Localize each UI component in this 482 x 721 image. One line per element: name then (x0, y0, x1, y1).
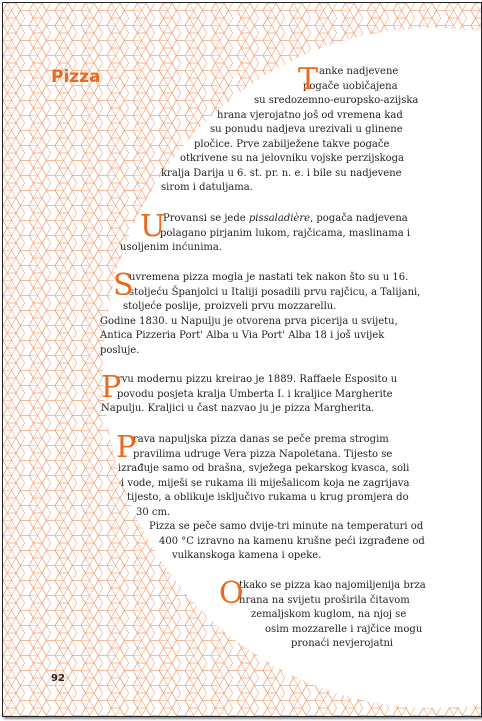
text-line: pogače uobičajena (303, 80, 398, 92)
text-line: su ponudu nadjeva urezivali u glinene (210, 124, 403, 135)
text-line: stoljeću Španjolci u Italiji posadili prvu rajčicu, a Talijani, (129, 286, 421, 298)
drop-cap: U (140, 209, 166, 244)
text-line: Antica Pizzeria Port' Alba u Via Port' Alba 18 i još uvijek (100, 330, 385, 341)
text-line: 30 cm. (136, 506, 171, 518)
text-line: i vode, miješi se rukama ili miješalicom koja ne zagrijava (121, 477, 410, 489)
text-line: osim mozzarelle i rajčice mogu (265, 623, 423, 635)
text-line: polagano pirjanim lukom, rajčicama, maslinama i (160, 227, 411, 239)
text-line: posluje. (100, 344, 140, 356)
paragraph-provence (3, 209, 411, 256)
text-line: tkako se pizza kao najomiljenija brza (239, 580, 426, 591)
italic-term: pissaladière (248, 213, 311, 224)
text-line: usoljenim inćunima. (120, 242, 223, 253)
paragraph-margherita (3, 370, 398, 417)
drop-cap: T (298, 62, 319, 97)
text-line: hrana vjerojatno još od vremena kad (217, 109, 403, 121)
text-line: rava napuljska pizza danas se peče prema strogim (133, 434, 389, 445)
drop-cap: S (113, 268, 134, 303)
text-line: Napulju. Kraljici u čast nazvao ju je pizza Margherita. (101, 403, 375, 414)
text-line: su sredozemno-europsko-azijska (254, 95, 419, 106)
text-line: kralja Darija u 6. st. pr. n. e. i bile su nadjevene (161, 167, 402, 179)
text-line: pronaći nevjerojatni (291, 638, 394, 649)
text-line: 400 °C izravno na kamenu krušne peći izgrađene od (159, 535, 425, 547)
text-line: otkrivene su na jelovniku vojske perzijskoga (180, 153, 405, 164)
paragraph-flatbread-history (3, 62, 419, 196)
paragraph-neapolitan-rules (3, 430, 425, 564)
text-line: rvu modernu pizzu kreirao je 1889. Raffaele Esposito u (117, 374, 398, 385)
drop-cap: P (116, 430, 137, 465)
page-number: 92 (51, 673, 65, 684)
text-line: anke nadjevene (319, 66, 399, 77)
text-line: vulkanskoga kamena i opeke. (172, 550, 322, 561)
drop-cap: P (101, 370, 122, 405)
text-line: sirom i datuljama. (161, 182, 253, 193)
text-line: uvremena pizza mogla je nastati tek nakon što su u 16. (129, 272, 409, 283)
text-line: tijesto, a oblikuje isključivo rukama u krug promjera do (127, 492, 409, 503)
text-line: Provansi se jede pissaladière, pogača nadjevena (163, 213, 408, 224)
text-line: izrađuje samo od brašna, svježega pekarskog kvasca, soli (118, 463, 410, 474)
book-page (2, 2, 482, 717)
text-line: Godine 1830. u Napulju je otvorena prva picerija u svijetu, (100, 315, 398, 327)
text-line: pravilima udruge Vera pizza Napoletana. Tijesto se (133, 448, 393, 460)
text-line: povodu posjeta kralja Umberta I. i kraljice Margherite (117, 388, 393, 400)
text-line: zemaljskom kuglom, na njoj se (251, 609, 407, 620)
text-line: stoljeće poslije, proizveli prvu mozzarellu. (123, 301, 337, 312)
drop-cap: O (219, 576, 244, 611)
text-line: pločice. Prve zabilježene takve pogače (194, 138, 390, 150)
text-line: hrana na svijetu proširila čitavom (239, 594, 410, 606)
text-line: Pizza se peče samo dvije-tri minute na temperaturi od (149, 521, 424, 532)
paragraph-worldwide-spread (3, 576, 426, 652)
page-title: Pizza (51, 67, 101, 87)
paragraph-modern-origins (3, 268, 421, 358)
